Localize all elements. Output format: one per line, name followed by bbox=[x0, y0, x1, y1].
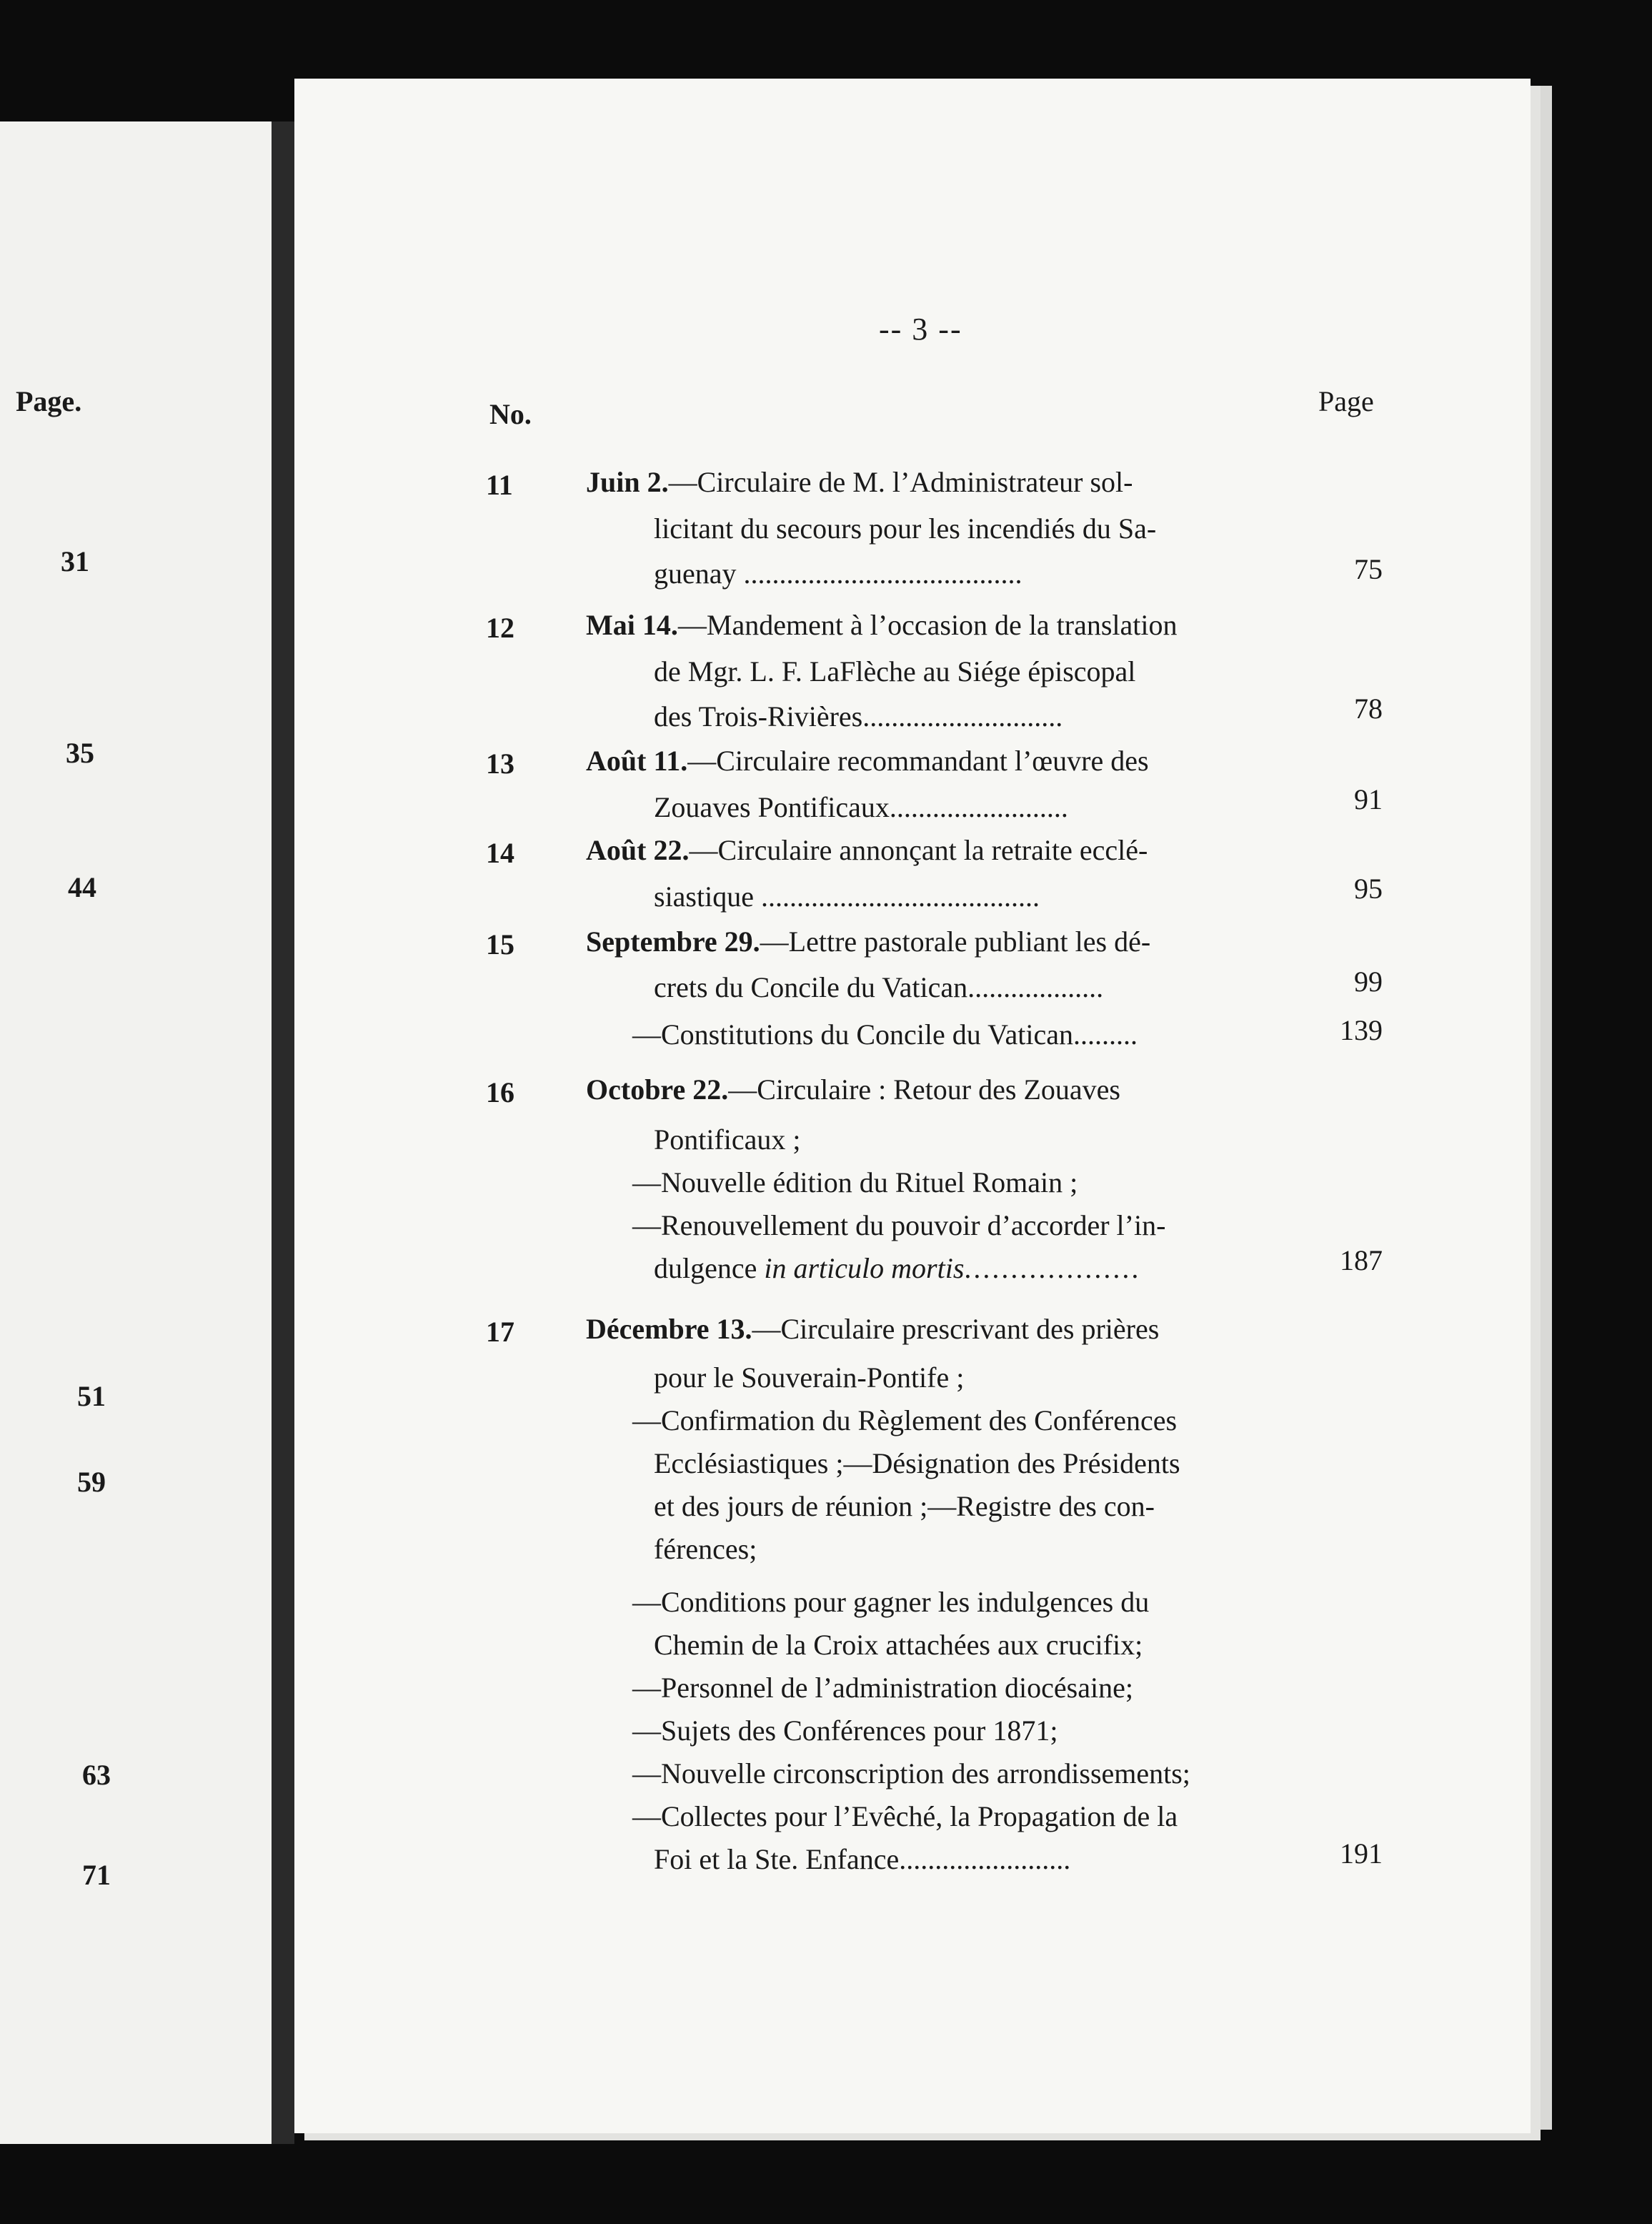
leader-dots: ................... bbox=[964, 1252, 1141, 1284]
entry-line bbox=[586, 747, 1149, 775]
entry-line bbox=[654, 1123, 801, 1156]
entry-text: Zouaves Pontificaux......................... bbox=[654, 791, 1068, 823]
entry-page-number: 187 bbox=[1340, 1244, 1383, 1276]
entry-text: —Collectes pour l’Evêché, la Propagation de la bbox=[632, 1800, 1178, 1832]
entry-text: —Personnel de l’administration diocésaine; bbox=[632, 1672, 1133, 1704]
entry-text: —Circulaire de M. l’Administrateur sol- bbox=[668, 466, 1133, 498]
entry-line bbox=[632, 1168, 1078, 1197]
entry-line bbox=[586, 925, 1151, 958]
entry-date: Août 11. bbox=[586, 745, 688, 777]
page-number: -- 3 -- bbox=[879, 312, 962, 347]
entry-text: —Confirmation du Règlement des Conférences bbox=[632, 1404, 1178, 1436]
previous-page-number: 51 bbox=[77, 1380, 106, 1412]
entry-text: —Renouvellement du pouvoir d’accorder l’in- bbox=[632, 1209, 1166, 1241]
entry-text: —Lettre pastorale publiant les dé- bbox=[760, 925, 1151, 958]
entry-date: Septembre 29. bbox=[586, 925, 760, 958]
entry-number: 11 bbox=[486, 469, 513, 501]
entry-line bbox=[654, 880, 1040, 913]
entry-line bbox=[654, 1361, 965, 1394]
entry-date: Décembre 13. bbox=[586, 1313, 752, 1345]
entry-text: guenay ....................................... bbox=[654, 557, 1022, 590]
entry-number: 14 bbox=[486, 837, 514, 869]
entry-text: —Conditions pour gagner les indulgences du bbox=[632, 1586, 1150, 1618]
entry-text: de Mgr. L. F. LaFlèche au Siége épiscopal bbox=[654, 655, 1136, 687]
previous-page-number: 63 bbox=[82, 1759, 111, 1791]
entry-text: des Trois-Rivières............................ bbox=[654, 700, 1063, 733]
entry-text: dulgence bbox=[654, 1252, 757, 1284]
entry-text: —Nouvelle édition du Rituel Romain ; bbox=[632, 1166, 1078, 1198]
entry-text: —Constitutions du Concile du Vatican......... bbox=[632, 1018, 1138, 1051]
entry-number: 17 bbox=[486, 1316, 514, 1348]
entry-date: Août 22. bbox=[586, 834, 690, 866]
column-header-page: Page bbox=[1318, 385, 1374, 417]
entry-text: Foi et la Ste. Enfance........................ bbox=[654, 1843, 1071, 1875]
entry-line bbox=[654, 700, 1063, 733]
entry-text: —Circulaire annonçant la retraite ecclé- bbox=[689, 834, 1148, 866]
entry-text: pour le Souverain-Pontife ; bbox=[654, 1361, 965, 1394]
entry-text: Pontificaux ; bbox=[654, 1123, 801, 1156]
entry-text: —Sujets des Conférences pour 1871; bbox=[632, 1714, 1058, 1747]
book-spine bbox=[272, 121, 294, 2144]
previous-page-fragment bbox=[0, 121, 272, 2144]
entry-text: férences; bbox=[654, 1533, 757, 1565]
entry-number: 16 bbox=[486, 1076, 514, 1108]
entry-line bbox=[632, 1406, 1177, 1435]
entry-line bbox=[654, 1535, 757, 1564]
entry-line bbox=[654, 1449, 1180, 1478]
entry-text: crets du Concile du Vatican................... bbox=[654, 971, 1104, 1003]
previous-page-header: Page. bbox=[16, 385, 82, 417]
entry-text: Chemin de la Croix attachées aux crucifix; bbox=[654, 1629, 1143, 1661]
entry-line bbox=[632, 1714, 1058, 1747]
entry-line bbox=[654, 1845, 1070, 1874]
entry-date: Juin 2. bbox=[586, 466, 669, 498]
entry-number: 12 bbox=[486, 612, 514, 644]
column-header-number: No. bbox=[489, 398, 532, 430]
entry-line bbox=[632, 1211, 1165, 1240]
entry-italic-text: in articulo mortis bbox=[764, 1252, 965, 1284]
entry-line bbox=[632, 1759, 1190, 1788]
entry-line bbox=[654, 973, 1103, 1002]
entry-text: —Nouvelle circonscription des arrondissements; bbox=[632, 1757, 1190, 1789]
previous-page-number: 31 bbox=[61, 545, 89, 577]
entry-text: et des jours de réunion ;—Registre des con- bbox=[654, 1490, 1155, 1522]
page-edge bbox=[1531, 86, 1552, 2130]
entry-page-number: 75 bbox=[1354, 553, 1383, 585]
entry-page-number: 78 bbox=[1354, 692, 1383, 725]
previous-page-number: 35 bbox=[66, 737, 94, 769]
entry-line bbox=[632, 1674, 1133, 1702]
entry-line bbox=[654, 557, 1022, 590]
entry-page-number: 95 bbox=[1354, 873, 1383, 905]
entry-line bbox=[654, 512, 1157, 545]
entry-line bbox=[654, 793, 1068, 822]
entry-line bbox=[632, 1802, 1178, 1831]
entry-text: licitant du secours pour les incendiés du Sa- bbox=[654, 512, 1157, 545]
entry-line bbox=[586, 1073, 1120, 1106]
entry-line bbox=[586, 468, 1133, 497]
entry-line bbox=[586, 836, 1148, 865]
entry-line bbox=[586, 611, 1178, 640]
entry-line bbox=[632, 1588, 1149, 1617]
entry-page-number: 99 bbox=[1354, 965, 1383, 998]
entry-line bbox=[654, 657, 1135, 686]
entry-text: Ecclésiastiques ;—Désignation des Présidents bbox=[654, 1447, 1180, 1479]
entry-line bbox=[654, 1254, 1140, 1283]
entry-text: —Circulaire : Retour des Zouaves bbox=[728, 1073, 1120, 1106]
entry-line bbox=[586, 1315, 1159, 1344]
entry-line bbox=[632, 1018, 1138, 1051]
previous-page-number: 44 bbox=[68, 871, 96, 903]
entry-page-number: 191 bbox=[1340, 1837, 1383, 1870]
entry-number: 15 bbox=[486, 928, 514, 960]
entry-text: siastique ....................................... bbox=[654, 880, 1040, 913]
entry-line bbox=[654, 1492, 1155, 1521]
entry-text: —Circulaire prescrivant des prières bbox=[752, 1313, 1160, 1345]
previous-page-number: 59 bbox=[77, 1466, 106, 1498]
previous-page-number: 71 bbox=[82, 1859, 111, 1891]
entry-text: —Mandement à l’occasion de la translation bbox=[677, 609, 1178, 641]
entry-line bbox=[654, 1631, 1143, 1659]
entry-page-number: 91 bbox=[1354, 783, 1383, 815]
entry-text: —Circulaire recommandant l’œuvre des bbox=[687, 745, 1149, 777]
entry-date: Octobre 22. bbox=[586, 1073, 729, 1106]
entry-number: 13 bbox=[486, 748, 514, 780]
entry-date: Mai 14. bbox=[586, 609, 678, 641]
entry-page-number: 139 bbox=[1340, 1014, 1383, 1046]
